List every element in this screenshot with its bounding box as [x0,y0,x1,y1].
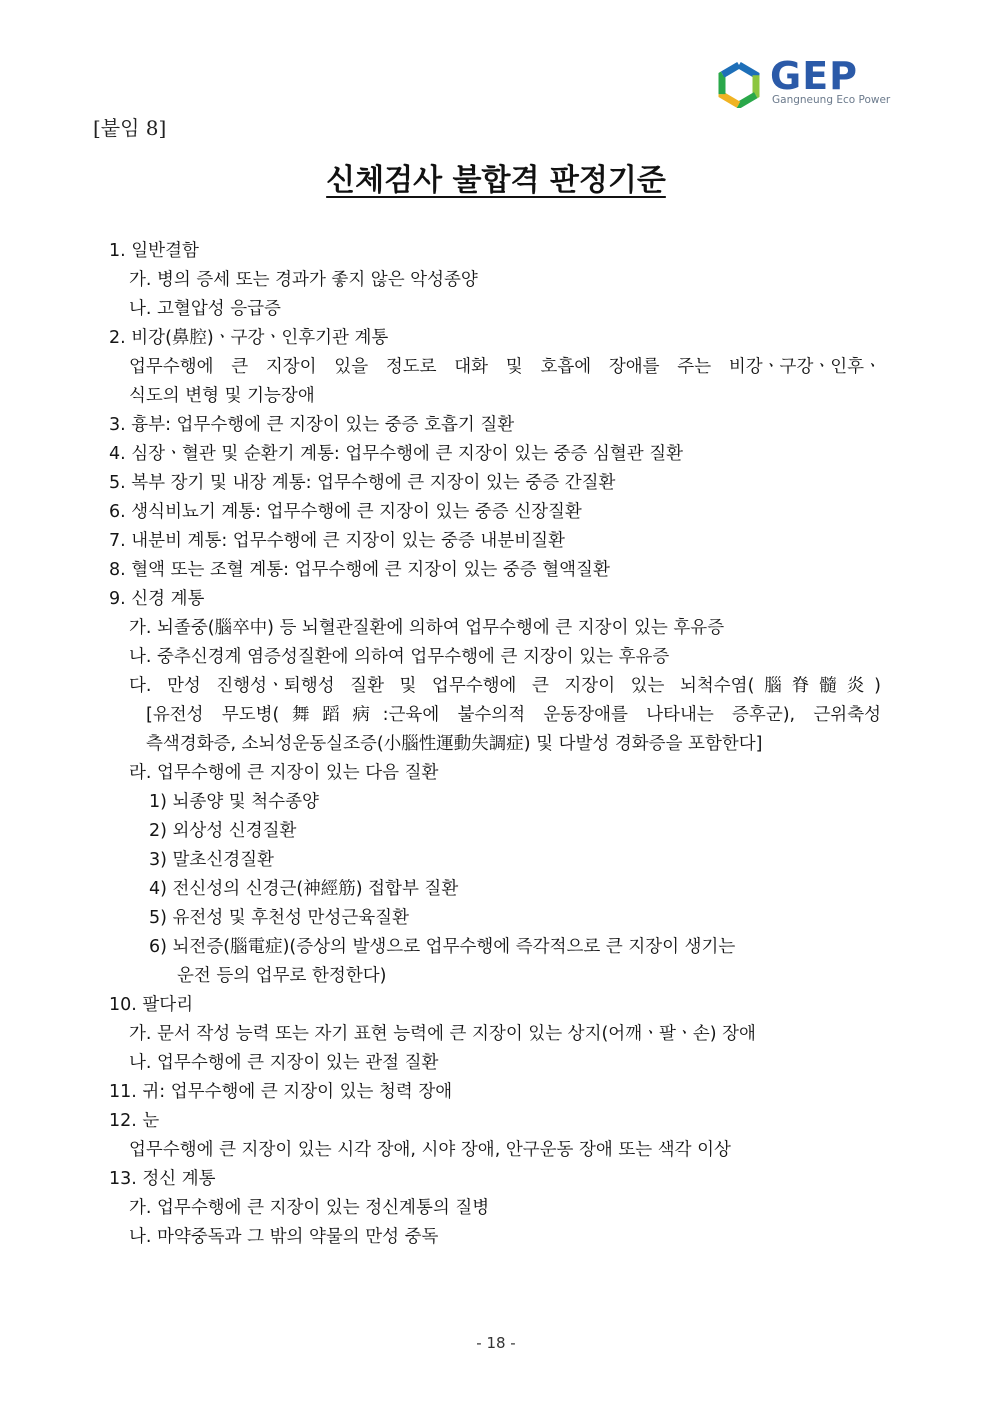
list-item: 6. 생식비뇨기 계통: 업무수행에 큰 지장이 있는 중증 신장질환 [109,502,582,522]
list-item: 가. 업무수행에 큰 지장이 있는 정신계통의 질병 [129,1198,490,1218]
list-item: 나. 고혈압성 응급증 [129,299,281,319]
list-item: 4) 전신성의 신경근(神經筋) 접합부 질환 [149,879,459,899]
list-item: 나. 마약중독과 그 밖의 약물의 만성 중독 [129,1227,439,1247]
list-item: 다. 만성 진행성ㆍ퇴행성 질환 및 업무수행에 큰 지장이 있는 뇌척수염(腦脊髓炎) [129,676,881,696]
attachment-label: [붙임 8] [93,116,167,140]
list-item: 가. 뇌졸중(腦卒中) 등 뇌혈관질환에 의하여 업무수행에 큰 지장이 있는 후유증 [129,618,725,638]
list-item: 가. 문서 작성 능력 또는 자기 표현 능력에 큰 지장이 있는 상지(어깨ㆍ팔ㆍ손) 장애 [129,1024,756,1044]
logo-wordmark: GEP [770,54,858,98]
list-item: 업무수행에 큰 지장이 있을 정도로 대화 및 호흡에 장애를 주는 비강ㆍ구강ㆍ인후ㆍ [129,357,881,377]
list-item: 라. 업무수행에 큰 지장이 있는 다음 질환 [129,763,439,783]
list-item: 1. 일반결함 [109,241,199,261]
list-item: 운전 등의 업무로 한정한다) [177,966,387,986]
list-item: [유전성 무도병(舞蹈病:근육에 불수의적 운동장애를 나타내는 증후군), 근위축성 [146,705,881,725]
list-item: 식도의 변형 및 기능장애 [129,386,315,406]
list-item: 측색경화증, 소뇌성운동실조증(小腦性運動失調症) 및 다발성 경화증을 포함한다] [146,734,763,754]
list-item: 나. 중추신경계 염증성질환에 의하여 업무수행에 큰 지장이 있는 후유증 [129,647,670,667]
list-item: 9. 신경 계통 [109,589,205,609]
list-item: 나. 업무수행에 큰 지장이 있는 관절 질환 [129,1053,439,1073]
list-item: 3. 흉부: 업무수행에 큰 지장이 있는 중증 호흡기 질환 [109,415,515,435]
list-item: 6) 뇌전증(腦電症)(증상의 발생으로 업무수행에 즉각적으로 큰 지장이 생기는 [149,937,736,957]
list-item: 13. 정신 계통 [109,1169,216,1189]
list-item: 7. 내분비 계통: 업무수행에 큰 지장이 있는 중증 내분비질환 [109,531,565,551]
list-item: 12. 눈 [109,1111,160,1131]
list-item: 10. 팔다리 [109,995,194,1015]
list-item: 3) 말초신경질환 [149,850,274,870]
hexagon-logo-icon [716,62,762,108]
list-item: 11. 귀: 업무수행에 큰 지장이 있는 청력 장애 [109,1082,453,1102]
page-title: 신체검사 불합격 판정기준 [326,163,666,198]
list-item: 8. 혈액 또는 조혈 계통: 업무수행에 큰 지장이 있는 중증 혈액질환 [109,560,610,580]
list-item: 5. 복부 장기 및 내장 계통: 업무수행에 큰 지장이 있는 중증 간질환 [109,473,616,493]
list-item: 2) 외상성 신경질환 [149,821,297,841]
logo-subtitle: Gangneung Eco Power [772,94,891,106]
list-item: 2. 비강(鼻腔)ㆍ구강ㆍ인후기관 계통 [109,328,389,348]
page-number: - 18 - [476,1334,516,1352]
list-item: 1) 뇌종양 및 척수종양 [149,792,319,812]
list-item: 가. 병의 증세 또는 경과가 좋지 않은 악성종양 [129,270,478,290]
list-item: 4. 심장ㆍ혈관 및 순환기 계통: 업무수행에 큰 지장이 있는 중증 심혈관 질환 [109,444,684,464]
list-item: 업무수행에 큰 지장이 있는 시각 장애, 시야 장애, 안구운동 장애 또는 색각 이상 [129,1140,731,1160]
company-logo [716,54,906,112]
list-item: 5) 유전성 및 후천성 만성근육질환 [149,908,409,928]
